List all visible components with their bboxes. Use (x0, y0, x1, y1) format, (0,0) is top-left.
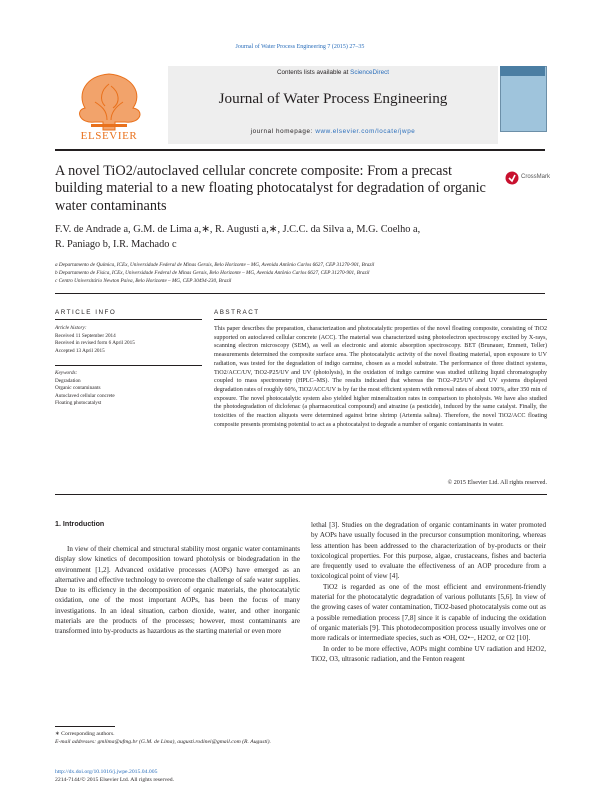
homepage-label: journal homepage: (250, 128, 316, 135)
body-paragraph: lethal [3]. Studies on the degradation of organic contaminants in water promoted by AOPs have usually focused in the precursor consumption monitoring, whereas less attention has been addressed to the characterization of by-products or their toxicological properties. For this purpose, algae, crustaceans, fishes and bacteria are frequently used to evaluate the effectiveness of an AOP procedure from a toxicological point of view [4]. (311, 521, 546, 581)
keywords-label: Keywords: (55, 370, 78, 376)
keyword-list (55, 370, 202, 408)
masthead-rule (55, 149, 545, 151)
crossmark-icon (505, 171, 519, 185)
affiliation-c: c Centro Universitário Newton Paiva, Belo Horizonte – MG, CEP 30494-230, Brazil (55, 277, 232, 284)
abstract-heading: ABSTRACT (214, 309, 260, 316)
keyword-item: Autoclaved cellular concrete (55, 392, 115, 399)
history-rule (55, 365, 202, 366)
keyword-item: Organic contaminants (55, 385, 101, 392)
publisher-name: ELSEVIER (80, 130, 138, 142)
journal-homepage-line (168, 128, 498, 135)
section-heading-introduction: 1. Introduction (55, 520, 105, 528)
keyword-item: Floating photocatalyst (55, 400, 102, 407)
crossmark-badge[interactable] (505, 171, 550, 185)
article-history (55, 325, 202, 355)
footnote-emails: E-mail addresses: gmlima@ufmg.br (G.M. de Lima), augusti.rodinei@gmail.com (R. Augusti). (55, 739, 271, 746)
crossmark-label: CrossMark (521, 174, 551, 180)
footnote-rule (55, 726, 115, 727)
doi-link[interactable]: http://dx.doi.org/10.1016/j.jwpe.2015.04.005 (55, 769, 158, 775)
history-label: Article history: (55, 325, 87, 331)
abstract-rule (214, 319, 547, 320)
history-accepted: Accepted 13 April 2015 (55, 347, 105, 354)
abstract-copyright: © 2015 Elsevier Ltd. All rights reserved. (447, 480, 547, 486)
article-info-heading: ARTICLE INFO (55, 309, 117, 316)
history-revised: Received in revised form 6 April 2015 (55, 340, 135, 347)
body-paragraph: TiO2 is regarded as one of the most efficient and environment-friendly material for the photocatalytic degradation of various pollutants [5,6]. In view of the growing cases of water contamination, TiO2-based photocatalysis come out as a possible remediation process [7,8] since it is capable of inducing the oxidation of organic materials [9]. This photodecomposition process usually involves one or more radicals or intermediate species, such as •OH, O2•−, H2O2, or O2 [10]. (311, 582, 546, 643)
author-line-1: F.V. de Andrade a, G.M. de Lima a,∗, R. Augusti a,∗, J.C.C. da Silva a, M.G. Coelho a, (55, 224, 421, 235)
contents-line (168, 69, 498, 76)
right-column (311, 520, 546, 664)
history-received: Received 11 September 2014 (55, 332, 116, 339)
front-matter-rule (55, 494, 547, 495)
homepage-link[interactable]: www.elsevier.com/locate/jwpe (315, 128, 416, 135)
footnote-corresponding: ∗ Corresponding authors. (55, 731, 115, 737)
doi-block (55, 768, 300, 784)
body-paragraph: In view of their chemical and structural stability most organic water contaminants display slow kinetics of decomposition toward photolysis or biodegradation in the environment [1,2]. Advanced oxidative processes (AOPs) have emerged as an alternative and effective technology to overcome the challenge of safe water supplies. Due to its efficiency in the decomposition of organic materials, the photocatalytic oxidation, one of the most important AOPs, has been the focus of many investigations. In an ideal situation, carbon dioxide, water, and other inorganic materials are the products of the processes; however, most contaminants are transformed into by-products as hazardous as the starting material or even more (55, 545, 300, 636)
author-line-2: R. Paniago b, I.R. Machado c (55, 239, 177, 251)
abstract-text: This paper describes the preparation, characterization and photocatalytic properties of the novel floating composite, consisting of TiO2 supported on autoclaved cellular concrete (ACC). The material was characterized using photoelectron spectroscopy excited by X-rays, scanning electron microscopy (SEM), as well as electronic and atomic absorption spectroscopy. BET (Brunauer, Emmett, Teller) measurements determined the composite surface area. The photocatalytic activity of the novel floating material, upon exposure to UV radiation, was tested for the degradation of indigo carmine, chosen as a model substrate. The performance of three distinct systems, TiO2/ACC/UV, TiO2-P25/UV and UV (photolysis), in the oxidation of indigo carmine was studied utilizing liquid chromatography coupled to mass spectrometry (HPLC–MS). The results indicated that whereas the TiO2–P25/UV and UV systems displayed degradation rates of roughly 60%, TiO2/ACC/UV is by far the most efficient system with removal rates of about 100%, after 350 min of exposure. The novel photocatalytic system also yielded higher mineralization rates in comparison to photolysis. We have also studied the photodegradation of diclofenac (a pharmaceutical compound) and atrazine (a pesticide), induced by the same catalyst. Finally, the toxicities of the reaction aliquots were determined against brine shrimp (Artemia salina). Therefore, the novel TiO2/ACC floating composite presents promising potential to act as a photocatalyst to degrade a number of organic contaminants in water. (214, 326, 547, 428)
sciencedirect-link[interactable]: ScienceDirect (350, 69, 389, 76)
journal-title: Journal of Water Process Engineering (218, 90, 448, 107)
article-info-rule (55, 319, 202, 320)
affiliation-b: b Departamento de Física, ICEx, Universidade Federal de Minas Gerais, Belo Horizonte – MG, Avenida Antônio Carlos 6627, CEP 31270-901, Brazil (55, 269, 370, 276)
affiliation-list (55, 262, 545, 285)
affiliation-rule (55, 293, 545, 294)
body-paragraph: In order to be more effective, AOPs might combine UV radiation and H2O2, TiO2, O3, ultrasonic radiation, and the Fenton reagent (311, 644, 546, 663)
journal-cover-band (500, 66, 545, 76)
journal-citation[interactable]: Journal of Water Process Engineering 7 (2015) 27–35 (235, 44, 365, 50)
footnotes (55, 730, 300, 746)
issn-line: 2214-7144/© 2015 Elsevier Ltd. All rights reserved. (55, 777, 174, 784)
article-title: A novel TiO2/autoclaved cellular concrete composite: From a precast building material to a new floating photocatalyst for degradation of organic water contaminants (55, 163, 486, 214)
author-list (55, 222, 525, 253)
left-column (55, 544, 300, 637)
keyword-item: Degradation (55, 377, 81, 384)
contents-prefix: Contents lists available at (276, 69, 351, 76)
affiliation-a: a Departamento de Química, ICEx, Universidade Federal de Minas Gerais, Belo Horizonte – MG, Avenida Antônio Carlos 6627, CEP 31270-901, Brazil (55, 262, 375, 268)
